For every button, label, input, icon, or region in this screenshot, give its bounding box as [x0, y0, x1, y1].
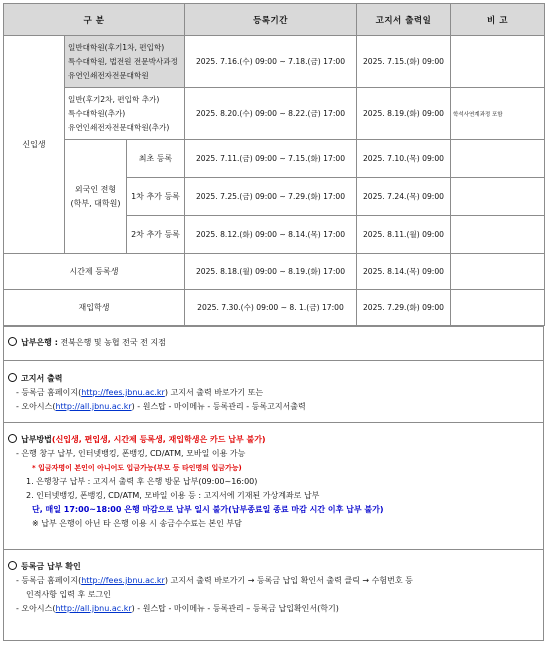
fee-notice: ※ 납부 은행이 아닌 타 은행 이용 시 송금수수료는 본인 부담	[32, 519, 242, 528]
payment-confirm-section	[4, 549, 543, 640]
payment-method-section	[4, 422, 543, 549]
method-title: 납부방법	[21, 435, 52, 444]
category-line: 특수대학원, 법전원 전문박사과정	[68, 56, 178, 66]
note-cell	[451, 140, 545, 178]
foreign-label-line: 외국인 전형	[74, 184, 117, 194]
text-fragment: ) 고지서 출력 바로가기 또는	[164, 388, 264, 397]
table-row	[4, 88, 545, 140]
oasis-link[interactable]: http://all.jbnu.ac.kr	[55, 604, 132, 613]
header-period: 등록기간	[185, 4, 357, 36]
circle-bullet-icon	[8, 561, 17, 570]
note-cell	[451, 254, 545, 290]
print-date-cell: 2025. 7.29.(화) 09:00	[357, 290, 451, 326]
confirm-line: 인적사항 입력 후 로그인	[26, 590, 111, 599]
bank-section	[4, 326, 543, 360]
row-category	[65, 88, 185, 140]
note-cell	[451, 36, 545, 88]
table-row	[4, 36, 545, 88]
period-cell: 2025. 8.18.(월) 09:00 ~ 8.19.(화) 17:00	[185, 254, 357, 290]
category-line: 유연인쇄전자전문대학원	[68, 70, 149, 80]
print-date-cell: 2025. 7.24.(목) 09:00	[357, 178, 451, 216]
print-date-cell: 2025. 8.14.(목) 09:00	[357, 254, 451, 290]
table-header-row	[4, 4, 545, 36]
table-row	[4, 140, 545, 178]
table-row	[4, 254, 545, 290]
text-fragment: - 등록금 홈페이지(	[16, 388, 82, 397]
foreign-admission-label	[65, 140, 127, 254]
confirm-title: 등록금 납부 확인	[21, 562, 81, 571]
print-date-cell: 2025. 7.10.(목) 09:00	[357, 140, 451, 178]
fees-homepage-link[interactable]: http://fees.jbnu.ac.kr	[81, 576, 165, 585]
fees-homepage-link[interactable]: http://fees.jbnu.ac.kr	[81, 388, 165, 397]
period-cell: 2025. 8.20.(수) 09:00 ~ 8.22.(금) 17:00	[185, 88, 357, 140]
circle-bullet-icon	[8, 434, 17, 443]
header-category: 구 분	[4, 4, 185, 36]
bank-closing-notice: 단, 매일 17:00~18:00 은행 마감으로 납부 일시 불가(납부종료일 종료 마감 시간 이후 납부 불가)	[32, 505, 384, 514]
print-date-cell: 2025. 7.15.(화) 09:00	[357, 36, 451, 88]
method-item: 1. 은행창구 납부 : 고지서 출력 후 은행 방문 납부(09:00~16:00)	[26, 477, 258, 486]
text-fragment: ) - 원스탑 - 마이메뉴 - 등록관리 - 등록고지서출력	[131, 402, 306, 411]
depositor-notice: * 입금자명이 본인이 아니어도 입금가능(부모 등 타인명의 입금가능)	[32, 464, 242, 472]
oasis-link[interactable]: http://all.jbnu.ac.kr	[55, 402, 132, 411]
category-line: 일반대학원(후기1차, 편입학)	[68, 42, 165, 52]
registration-schedule-table	[3, 3, 545, 326]
print-date-cell: 2025. 8.11.(월) 09:00	[357, 216, 451, 254]
method-line: - 은행 창구 납부, 인터넷뱅킹, 폰뱅킹, CD/ATM, 모바일 이용 가능	[16, 449, 246, 458]
text-fragment: ) 고지서 출력 바로가기 → 등록금 납입 확인서 출력 클릭 → 수험번호 등	[164, 576, 413, 585]
note-cell	[451, 178, 545, 216]
confirm-line	[8, 602, 537, 616]
note-cell	[451, 290, 545, 326]
header-print-date: 고지서 출력일	[357, 4, 451, 36]
category-line: 유연인쇄전자전문대학원(추가)	[68, 122, 170, 132]
text-fragment: - 오아시스(	[16, 402, 56, 411]
text-fragment: - 등록금 홈페이지(	[16, 576, 82, 585]
confirm-line	[8, 574, 537, 588]
parttime-label: 시간제 등록생	[4, 254, 185, 290]
category-line: 특수대학원(추가)	[68, 108, 126, 118]
table-row	[4, 290, 545, 326]
period-cell: 2025. 7.16.(수) 09:00 ~ 7.18.(금) 17:00	[185, 36, 357, 88]
method-item: 2. 인터넷뱅킹, 폰뱅킹, CD/ATM, 모바일 이용 등 : 고지서에 기재된 가상계좌로 납부	[26, 491, 320, 500]
bank-text: 전북은행 및 농협 전국 전 지점	[60, 338, 166, 347]
text-fragment: - 오아시스(	[16, 604, 56, 613]
invoice-title: 고지서 출력	[21, 374, 63, 383]
row-category	[65, 36, 185, 88]
readmit-label: 재입학생	[4, 290, 185, 326]
circle-bullet-icon	[8, 337, 17, 346]
period-cell: 2025. 8.12.(화) 09:00 ~ 8.14.(목) 17:00	[185, 216, 357, 254]
round-label: 1차 추가 등록	[127, 178, 185, 216]
new-students-label: 신입생	[4, 36, 65, 254]
round-label: 최초 등록	[127, 140, 185, 178]
invoice-section	[4, 360, 543, 422]
period-cell: 2025. 7.30.(수) 09:00 ~ 8. 1.(금) 17:00	[185, 290, 357, 326]
invoice-line	[8, 386, 537, 400]
card-not-allowed-notice: (신입생, 편입생, 시간제 등록생, 재입학생은 카드 납부 불가)	[51, 435, 266, 444]
note-cell	[451, 216, 545, 254]
circle-bullet-icon	[8, 373, 17, 382]
foreign-label-line: (학부, 대학원)	[70, 198, 121, 208]
info-sections	[3, 326, 544, 641]
bank-title: 납부은행 :	[21, 338, 58, 347]
round-label: 2차 추가 등록	[127, 216, 185, 254]
text-fragment: ) - 원스탑 - 마이메뉴 - 등록관리 – 등록금 납입확인서(학기)	[131, 604, 339, 613]
period-cell: 2025. 7.11.(금) 09:00 ~ 7.15.(화) 17:00	[185, 140, 357, 178]
invoice-line	[8, 400, 537, 414]
period-cell: 2025. 7.25.(금) 09:00 ~ 7.29.(화) 17:00	[185, 178, 357, 216]
print-date-cell: 2025. 8.19.(화) 09:00	[357, 88, 451, 140]
header-note: 비 고	[451, 4, 545, 36]
note-cell: 학석사연계과정 포함	[451, 88, 545, 140]
category-line: 일반(후기2차, 편입학 추가)	[68, 94, 160, 104]
